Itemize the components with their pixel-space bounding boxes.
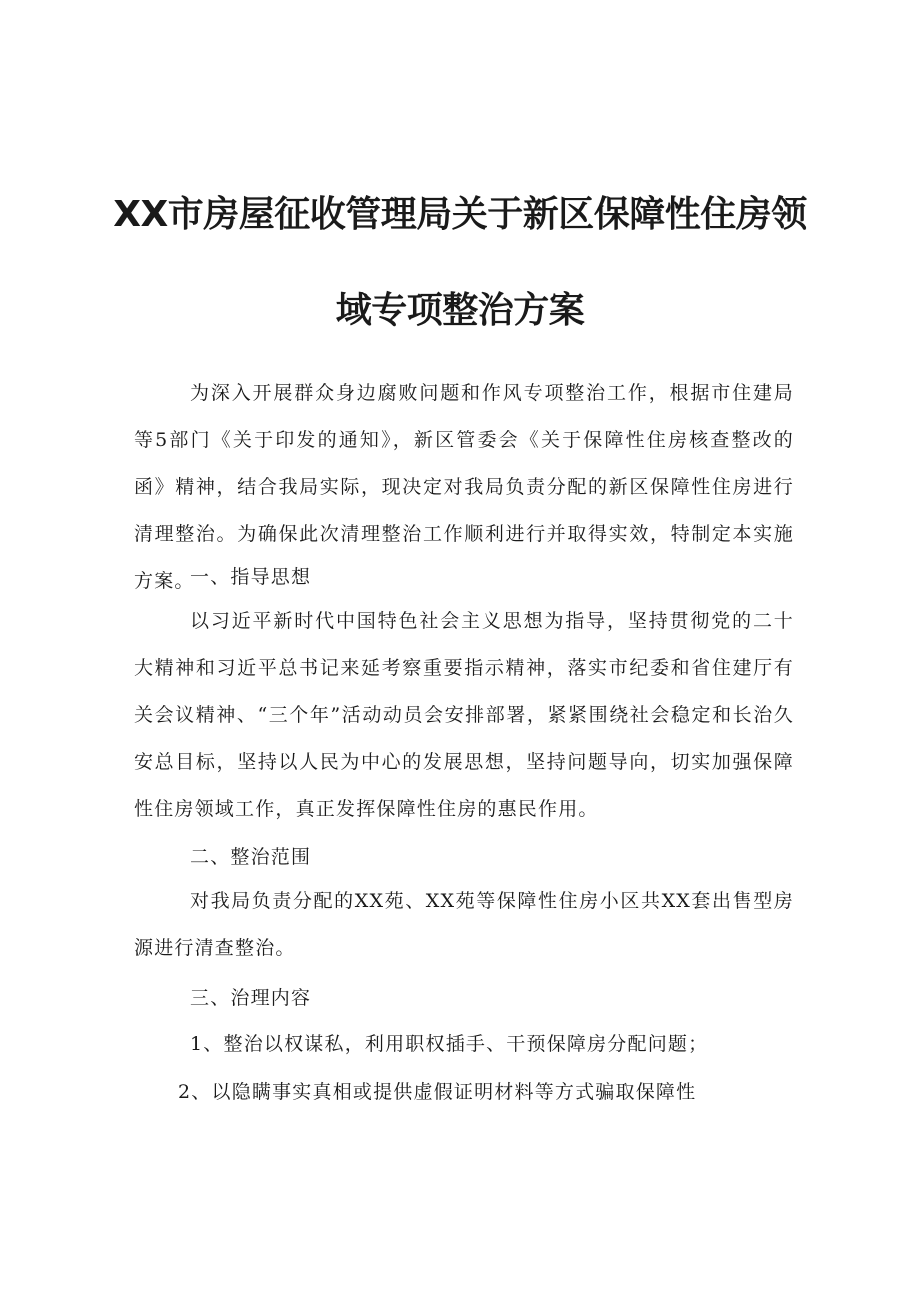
section-heading-scope: 二、整治范围 — [190, 846, 312, 868]
section-body-guiding-ideology: 以习近平新时代中国特色社会主义思想为指导，坚持贯彻党的二十大精神和习近平总书记来延考察重要指示精神，落实市纪委和省住建厅有关会议精神、“三个年”活动动员会安排部署，紧紧围绕社会稳定和长治久安总目标，坚持以人民为中心的发展思想，坚持问题导向，切实加强保障性住房领域工作，真正发挥保障性住房的惠民作用。 — [134, 610, 794, 820]
content-item-1: 1、整治以权谋私，利用职权插手、干预保障房分配问题； — [190, 1033, 709, 1055]
document-title-line-2: 域专项整治方案 — [335, 290, 585, 331]
section-heading-guiding-ideology: 一、指导思想 — [190, 566, 312, 588]
section-heading-content: 三、治理内容 — [190, 987, 312, 1009]
section-body-scope: 对我局负责分配的XX苑、XX苑等保障性住房小区共XX套出售型房源进行清查整治。 — [134, 890, 794, 959]
document-title-line-1: XX市房屋征收管理局关于新区保障性住房领 — [113, 194, 807, 235]
intro-paragraph: 为深入开展群众身边腐败问题和作风专项整治工作，根据市住建局等5部门《关于印发的通知》，新区管委会《关于保障性住房核查整改的函》精神，结合我局实际，现决定对我局负责分配的新区保障性住房进行清理整治。为确保此次清理整治工作顺利进行并取得实效，特制定本实施方案。 — [134, 382, 794, 592]
content-item-2: 2、以隐瞒事实真相或提供虚假证明材料等方式骗取保障性 — [178, 1081, 697, 1103]
